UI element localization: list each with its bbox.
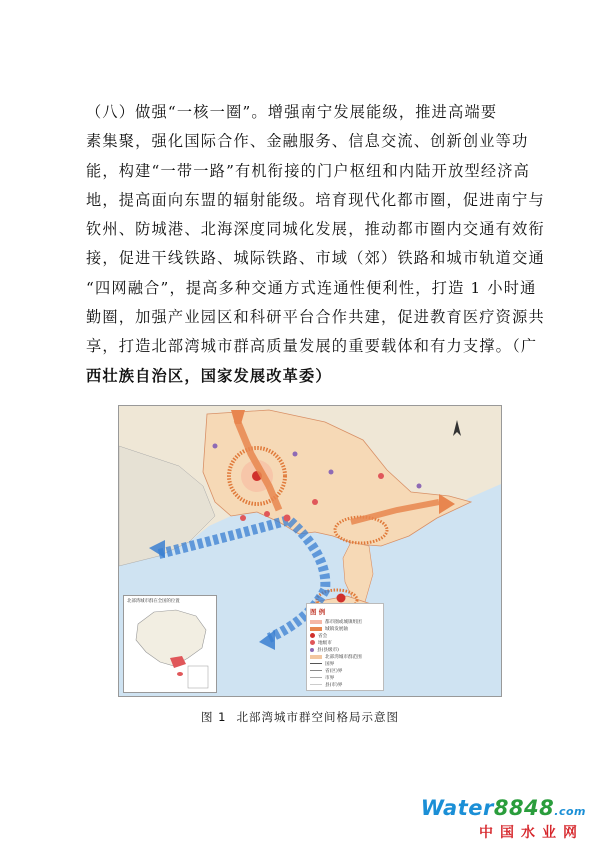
site-watermark-logo xyxy=(420,796,592,841)
legend-title: 图 例 xyxy=(310,608,326,616)
paragraph-line: 能，构建“一带一路”有机衔接的门户枢纽和内陆开放型经济高 xyxy=(86,161,531,180)
spatial-pattern-map xyxy=(118,405,502,697)
paragraph-line: 享，打造北部湾城市群高质量发展的重要载体和有力支撑。（广 xyxy=(86,337,538,356)
legend-item: 县(县级市) xyxy=(310,646,380,653)
inset-graphic xyxy=(124,596,216,692)
legend-item: 城镇发展轴 xyxy=(310,625,380,632)
legend-swatch xyxy=(310,684,322,685)
legend-item: 省(区)界 xyxy=(310,667,380,674)
legend-swatch xyxy=(310,640,315,645)
watermark-cn: 中国水业网 xyxy=(479,825,584,841)
legend-item: 市界 xyxy=(310,674,380,681)
figure-caption xyxy=(0,709,600,725)
paragraph-line: 接，促进干线铁路、城际铁路、市域（郊）铁路和城市轨道交通 xyxy=(86,249,545,268)
figure-number: 图 1 xyxy=(201,710,227,724)
paragraph-line: （八）做强“一核一圈”。增强南宁发展能级，推进高端要 xyxy=(86,103,498,121)
paragraph-line: “四网融合”，提高多种交通方式连通性便利性，打造 1 小时通 xyxy=(86,278,537,297)
legend-item: 县(市)界 xyxy=(310,681,380,688)
paragraph-line: 勤圈，加强产业园区和科研平台合作共建，促进教育医疗资源共 xyxy=(86,308,545,327)
legend-swatch xyxy=(310,670,322,671)
legend-swatch xyxy=(310,627,322,631)
paragraph-line: 地，提高面向东盟的辐射能级。培育现代化都市圈，促进南宁与 xyxy=(86,190,545,209)
paragraph-line: 素集聚，强化国际合作、金融服务、信息交流、创新创业等功 xyxy=(86,132,529,151)
inset-title: 北部湾城市群在全国的位置 xyxy=(127,599,180,604)
legend-swatch xyxy=(310,677,322,678)
legend-item: 都市圈或城镇组团 xyxy=(310,618,380,625)
legend-swatch xyxy=(310,633,315,638)
legend-item: 省会 xyxy=(310,632,380,639)
body-paragraph xyxy=(86,98,545,391)
legend-item: 北部湾城市群范围 xyxy=(310,653,380,660)
legend-item: 国界 xyxy=(310,660,380,667)
legend-item: 地级市 xyxy=(310,639,380,646)
legend-swatch xyxy=(310,620,322,624)
legend-swatch xyxy=(310,655,322,659)
paragraph-line: 钦州、防城港、北海深度同城化发展，推动都市圈内交通有效衔 xyxy=(86,220,545,239)
figure-title: 北部湾城市群空间格局示意图 xyxy=(236,710,399,724)
watermark-brand: Water8848.com xyxy=(420,796,586,820)
legend-swatch xyxy=(310,663,322,664)
location-inset-map xyxy=(123,595,217,693)
legend-swatch xyxy=(310,648,314,652)
paragraph-source: 西壮族自治区，国家发展改革委） xyxy=(86,366,332,385)
map-legend xyxy=(306,603,384,691)
